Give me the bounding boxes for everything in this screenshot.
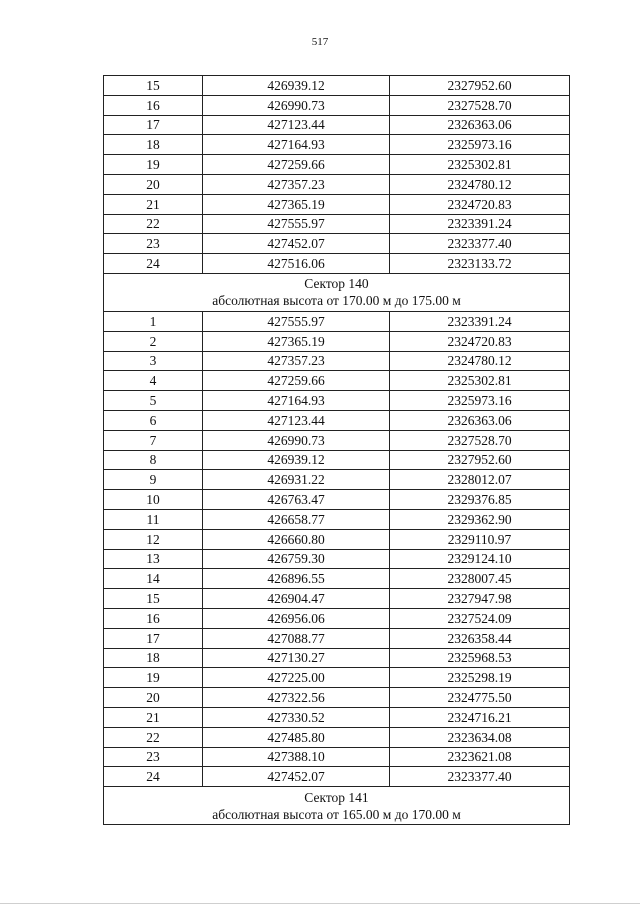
y-coordinate-cell: 2324780.12 (390, 351, 570, 371)
y-coordinate-cell: 2325302.81 (390, 371, 570, 391)
table-row (104, 648, 570, 668)
x-coordinate-cell: 427365.19 (203, 194, 390, 214)
point-number-cell: 2 (104, 331, 203, 351)
point-number-cell: 22 (104, 214, 203, 234)
table-row (104, 490, 570, 510)
x-coordinate-cell: 426939.12 (203, 450, 390, 470)
point-number-cell: 17 (104, 115, 203, 135)
point-number-cell: 18 (104, 135, 203, 155)
table-row (104, 391, 570, 411)
sector-141-header-block (104, 787, 570, 825)
table-row (104, 509, 570, 529)
table-row (104, 470, 570, 490)
sector-header-cell (104, 273, 570, 311)
x-coordinate-cell: 427555.97 (203, 311, 390, 331)
x-coordinate-cell: 427123.44 (203, 410, 390, 430)
table-row (104, 688, 570, 708)
y-coordinate-cell: 2326363.06 (390, 115, 570, 135)
point-number-cell: 8 (104, 450, 203, 470)
x-coordinate-cell: 426939.12 (203, 76, 390, 96)
y-coordinate-cell: 2324720.83 (390, 194, 570, 214)
x-coordinate-cell: 427225.00 (203, 668, 390, 688)
table-row (104, 95, 570, 115)
y-coordinate-cell: 2327947.98 (390, 589, 570, 609)
y-coordinate-cell: 2324780.12 (390, 174, 570, 194)
y-coordinate-cell: 2327528.70 (390, 430, 570, 450)
rows-block-sector-140 (104, 311, 570, 786)
sector-subtitle: абсолютная высота от 170.00 м до 175.00 м (212, 293, 461, 309)
point-number-cell: 24 (104, 254, 203, 274)
table-row (104, 747, 570, 767)
point-number-cell: 9 (104, 470, 203, 490)
table-row (104, 254, 570, 274)
table-row (104, 135, 570, 155)
sector-header-row (104, 273, 570, 311)
table-row (104, 214, 570, 234)
table-row (104, 628, 570, 648)
table-row (104, 351, 570, 371)
table-row (104, 589, 570, 609)
y-coordinate-cell: 2327952.60 (390, 76, 570, 96)
x-coordinate-cell: 427259.66 (203, 155, 390, 175)
x-coordinate-cell: 426763.47 (203, 490, 390, 510)
x-coordinate-cell: 427452.07 (203, 767, 390, 787)
point-number-cell: 23 (104, 234, 203, 254)
table-row (104, 174, 570, 194)
y-coordinate-cell: 2326358.44 (390, 628, 570, 648)
y-coordinate-cell: 2325973.16 (390, 135, 570, 155)
table-row (104, 668, 570, 688)
point-number-cell: 19 (104, 668, 203, 688)
table-row (104, 450, 570, 470)
x-coordinate-cell: 426660.80 (203, 529, 390, 549)
y-coordinate-cell: 2323133.72 (390, 254, 570, 274)
x-coordinate-cell: 427555.97 (203, 214, 390, 234)
y-coordinate-cell: 2329124.10 (390, 549, 570, 569)
point-number-cell: 14 (104, 569, 203, 589)
point-number-cell: 19 (104, 155, 203, 175)
x-coordinate-cell: 427357.23 (203, 351, 390, 371)
table-row (104, 767, 570, 787)
sector-140-header-block (104, 273, 570, 311)
sector-header-row (104, 787, 570, 825)
table-row (104, 115, 570, 135)
point-number-cell: 17 (104, 628, 203, 648)
y-coordinate-cell: 2328012.07 (390, 470, 570, 490)
y-coordinate-cell: 2325973.16 (390, 391, 570, 411)
rows-block-top (104, 76, 570, 274)
point-number-cell: 22 (104, 727, 203, 747)
point-number-cell: 21 (104, 707, 203, 727)
y-coordinate-cell: 2324720.83 (390, 331, 570, 351)
sector-header-cell (104, 787, 570, 825)
table-row (104, 331, 570, 351)
y-coordinate-cell: 2323634.08 (390, 727, 570, 747)
coordinates-table (103, 75, 570, 825)
point-number-cell: 12 (104, 529, 203, 549)
point-number-cell: 16 (104, 95, 203, 115)
y-coordinate-cell: 2324775.50 (390, 688, 570, 708)
sector-subtitle: абсолютная высота от 165.00 м до 170.00 м (212, 806, 461, 822)
point-number-cell: 7 (104, 430, 203, 450)
table-row (104, 727, 570, 747)
y-coordinate-cell: 2328007.45 (390, 569, 570, 589)
x-coordinate-cell: 426931.22 (203, 470, 390, 490)
y-coordinate-cell: 2326363.06 (390, 410, 570, 430)
x-coordinate-cell: 427164.93 (203, 391, 390, 411)
point-number-cell: 13 (104, 549, 203, 569)
table-row (104, 707, 570, 727)
x-coordinate-cell: 427259.66 (203, 371, 390, 391)
x-coordinate-cell: 426896.55 (203, 569, 390, 589)
table-row (104, 549, 570, 569)
point-number-cell: 10 (104, 490, 203, 510)
x-coordinate-cell: 427388.10 (203, 747, 390, 767)
y-coordinate-cell: 2329376.85 (390, 490, 570, 510)
x-coordinate-cell: 426759.30 (203, 549, 390, 569)
x-coordinate-cell: 426990.73 (203, 430, 390, 450)
scan-edge-line (0, 903, 640, 904)
y-coordinate-cell: 2325298.19 (390, 668, 570, 688)
point-number-cell: 16 (104, 608, 203, 628)
y-coordinate-cell: 2327528.70 (390, 95, 570, 115)
table-row (104, 608, 570, 628)
point-number-cell: 24 (104, 767, 203, 787)
point-number-cell: 1 (104, 311, 203, 331)
x-coordinate-cell: 426956.06 (203, 608, 390, 628)
x-coordinate-cell: 426904.47 (203, 589, 390, 609)
x-coordinate-cell: 427365.19 (203, 331, 390, 351)
x-coordinate-cell: 427357.23 (203, 174, 390, 194)
y-coordinate-cell: 2329110.97 (390, 529, 570, 549)
x-coordinate-cell: 427130.27 (203, 648, 390, 668)
x-coordinate-cell: 427330.52 (203, 707, 390, 727)
table-row (104, 371, 570, 391)
point-number-cell: 18 (104, 648, 203, 668)
x-coordinate-cell: 427452.07 (203, 234, 390, 254)
point-number-cell: 11 (104, 509, 203, 529)
y-coordinate-cell: 2327952.60 (390, 450, 570, 470)
table-row (104, 155, 570, 175)
table-row (104, 194, 570, 214)
y-coordinate-cell: 2325302.81 (390, 155, 570, 175)
x-coordinate-cell: 426658.77 (203, 509, 390, 529)
x-coordinate-cell: 427485.80 (203, 727, 390, 747)
y-coordinate-cell: 2327524.09 (390, 608, 570, 628)
sector-title: Сектор 141 (304, 789, 369, 805)
point-number-cell: 21 (104, 194, 203, 214)
y-coordinate-cell: 2329362.90 (390, 509, 570, 529)
point-number-cell: 23 (104, 747, 203, 767)
point-number-cell: 15 (104, 76, 203, 96)
point-number-cell: 15 (104, 589, 203, 609)
x-coordinate-cell: 426990.73 (203, 95, 390, 115)
y-coordinate-cell: 2324716.21 (390, 707, 570, 727)
page-number: 517 (311, 36, 329, 48)
table-row (104, 430, 570, 450)
point-number-cell: 20 (104, 688, 203, 708)
x-coordinate-cell: 427123.44 (203, 115, 390, 135)
x-coordinate-cell: 427322.56 (203, 688, 390, 708)
table-row (104, 234, 570, 254)
y-coordinate-cell: 2323377.40 (390, 767, 570, 787)
table-row (104, 569, 570, 589)
y-coordinate-cell: 2323391.24 (390, 214, 570, 234)
y-coordinate-cell: 2323377.40 (390, 234, 570, 254)
x-coordinate-cell: 427516.06 (203, 254, 390, 274)
table-row (104, 76, 570, 96)
sector-title: Сектор 140 (304, 276, 369, 292)
point-number-cell: 4 (104, 371, 203, 391)
point-number-cell: 6 (104, 410, 203, 430)
point-number-cell: 3 (104, 351, 203, 371)
x-coordinate-cell: 427088.77 (203, 628, 390, 648)
point-number-cell: 5 (104, 391, 203, 411)
table-row (104, 529, 570, 549)
x-coordinate-cell: 427164.93 (203, 135, 390, 155)
y-coordinate-cell: 2323621.08 (390, 747, 570, 767)
y-coordinate-cell: 2323391.24 (390, 311, 570, 331)
point-number-cell: 20 (104, 174, 203, 194)
table-row (104, 410, 570, 430)
y-coordinate-cell: 2325968.53 (390, 648, 570, 668)
table-row (104, 311, 570, 331)
